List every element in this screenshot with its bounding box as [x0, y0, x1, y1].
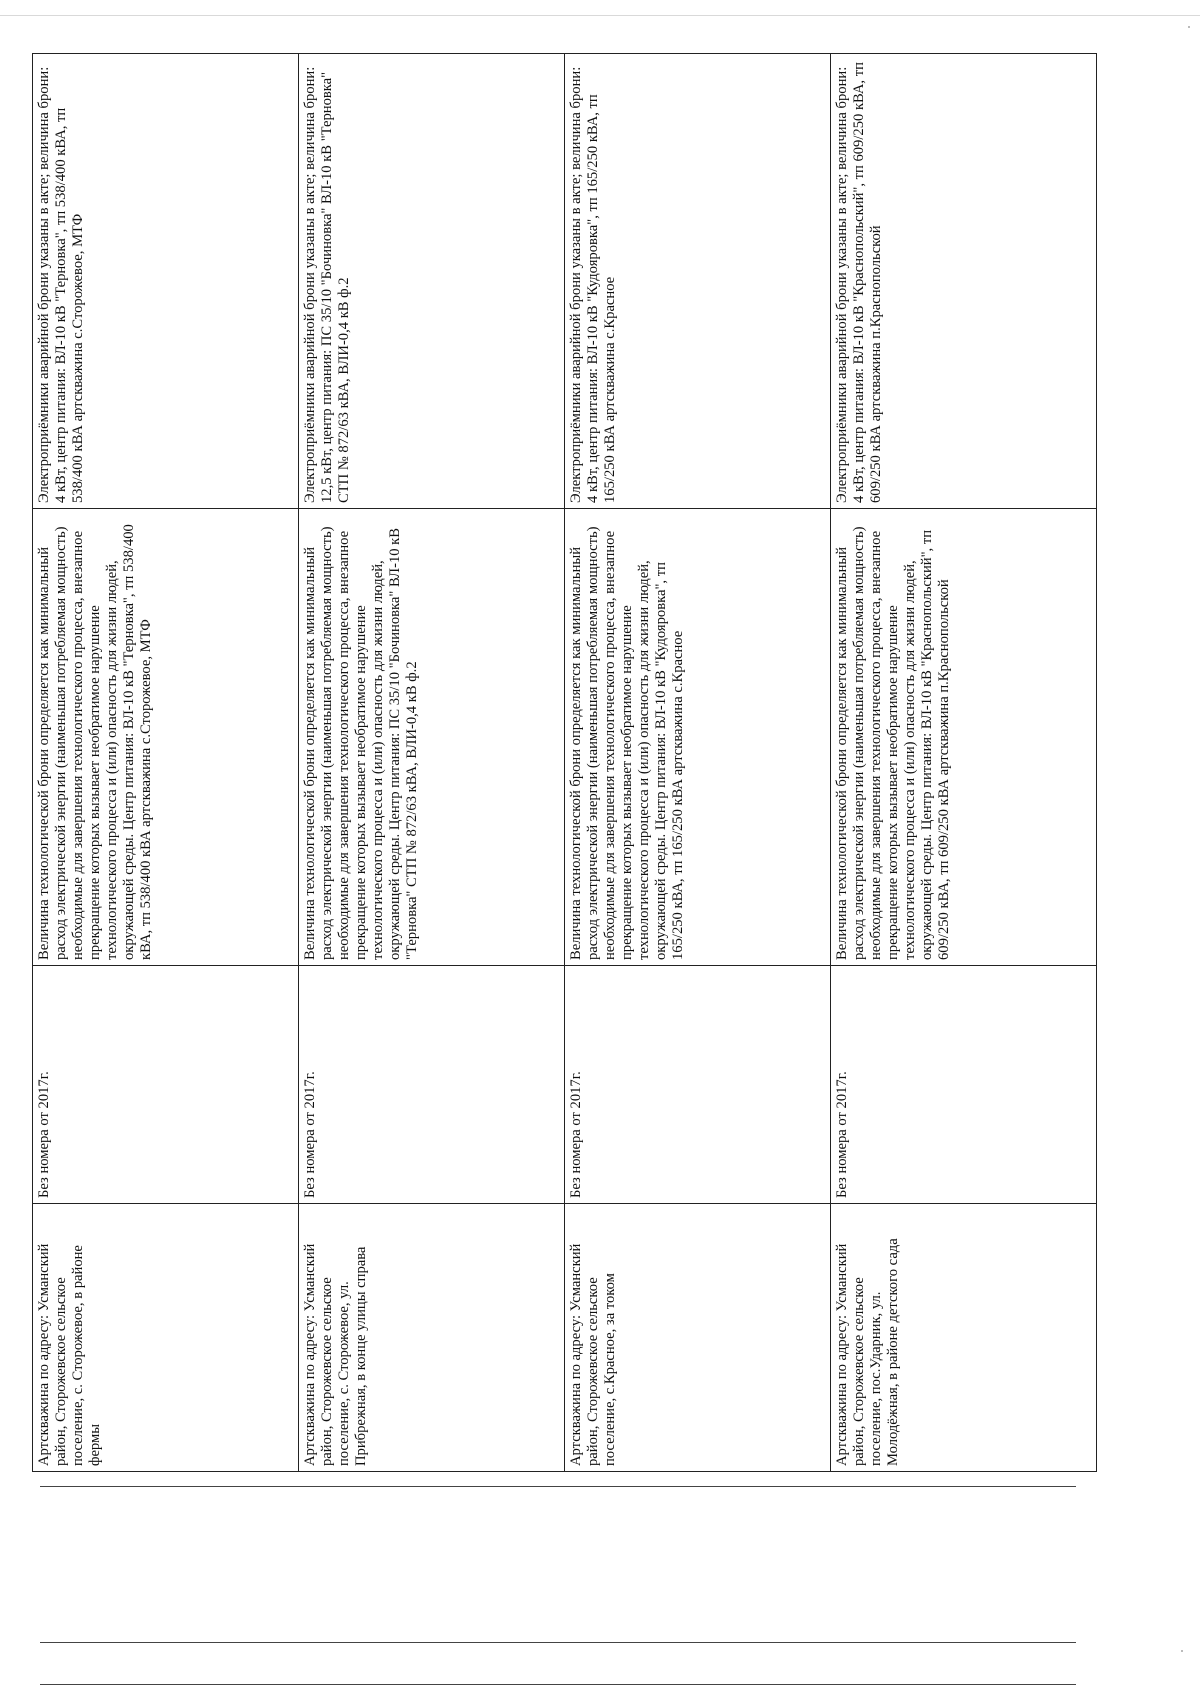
object-address-cell: Артскважина по адресу: Усманский район, Сторожевское сельское поселение, пос.Ударник, ул. Молодёжная, в районе детского сада — [831, 1204, 1097, 1472]
act-cell: Без номера от 2017г. — [299, 966, 565, 1204]
emergency-reserve-cell: Электроприёмники аварийной брони указаны в акте; величина брони: 4 кВт, центр питания: ВЛ-10 кВ "Кудояровка", тп 165/250 кВА, тп 165/250 кВА артскважина с.Красное — [565, 54, 831, 509]
tech-reserve-cell: Величина технологической брони определяется как минимальный расход электрической энергии (наименьшая потребляемая мощность) необходимые для завершения технологического процесса, внезапное прекращение которых вызывает необратимое нарушение технологического процесса и (или) опасность для жизни людей, окружающей среды. Центр питания: ВЛ-10 кВ "Терновка", тп 538/400 кВА, тп 538/400 кВА артскважина с.Сторожевое, МТФ — [33, 509, 299, 966]
emergency-reserve-cell: Электроприёмники аварийной брони указаны в акте; величина брони: 4 кВт, центр питания: ВЛ-10 кВ "Краснопольский", тп 609/250 кВА, тп 609/250 кВА артскважина п.Краснопольской — [831, 54, 1097, 509]
act-cell: Без номера от 2017г. — [831, 966, 1097, 1204]
tech-reserve-cell: Величина технологической брони определяется как минимальный расход электрической энергии (наименьшая потребляемая мощность) необходимые для завершения технологического процесса, внезапное прекращение которых вызывает необратимое нарушение технологического процесса и (или) опасность для жизни людей, окружающей среды. Центр питания: ВЛ-10 кВ "Краснопольский", тп 609/250 кВА, тп 609/250 кВА артскважина п.Краснопольской — [831, 509, 1097, 966]
table-row — [33, 54, 299, 1472]
object-address-cell: Артскважина по адресу: Усманский район, Сторожевское сельское поселение, с. Сторожевое, в районе фермы — [33, 1204, 299, 1472]
object-address-cell: Артскважина по адресу: Усманский район, Сторожевское сельское поселение, с.Красное, за током — [565, 1204, 831, 1472]
scan-speck — [1181, 1650, 1183, 1652]
object-address-cell: Артскважина по адресу: Усманский район, Сторожевское сельское поселение, с. Сторожевое, ул. Прибрежная, в конце улицы справа — [299, 1204, 565, 1472]
emergency-reserve-cell: Электроприёмники аварийной брони указаны в акте; величина брони: 4 кВт, центр питания: ВЛ-10 кВ "Терновка", тп 538/400 кВА, тп 538/400 кВА артскважина с.Сторожевое, МТФ — [33, 54, 299, 509]
divider-line — [40, 1684, 1076, 1685]
divider-line — [40, 1486, 1076, 1487]
act-cell: Без номера от 2017г. — [33, 966, 299, 1204]
table-row — [299, 54, 565, 1472]
divider-line — [40, 1642, 1076, 1643]
rotated-table-container — [32, 54, 1096, 1472]
act-cell: Без номера от 2017г. — [565, 966, 831, 1204]
emergency-reserve-cell: Электроприёмники аварийной брони указаны в акте; величина брони: 12,5 кВт, центр питания: ПС 35/10 "Бочиновка" ВЛ-10 кВ "Терновка" СТП № 872/63 кВА, ВЛИ-0,4 кВ ф.2 — [299, 54, 565, 509]
scan-speck — [1188, 26, 1190, 28]
table-row — [831, 54, 1097, 1472]
page-top-edge — [0, 15, 1200, 16]
reserve-table — [32, 53, 1097, 1472]
tech-reserve-cell: Величина технологической брони определяется как минимальный расход электрической энергии (наименьшая потребляемая мощность) необходимые для завершения технологического процесса, внезапное прекращение которых вызывает необратимое нарушение технологического процесса и (или) опасность для жизни людей, окружающей среды. Центр питания: ВЛ-10 кВ "Кудояровка", тп 165/250 кВА, тп 165/250 кВА артскважина с.Красное — [565, 509, 831, 966]
tech-reserve-cell: Величина технологической брони определяется как минимальный расход электрической энергии (наименьшая потребляемая мощность) необходимые для завершения технологического процесса, внезапное прекращение которых вызывает необратимое нарушение технологического процесса и (или) опасность для жизни людей, окружающей среды. Центр питания: ПС 35/10 "Бочиновка" ВЛ-10 кВ "Терновка" СТП № 872/63 кВА, ВЛИ-0,4 кВ ф.2 — [299, 509, 565, 966]
table-row — [565, 54, 831, 1472]
